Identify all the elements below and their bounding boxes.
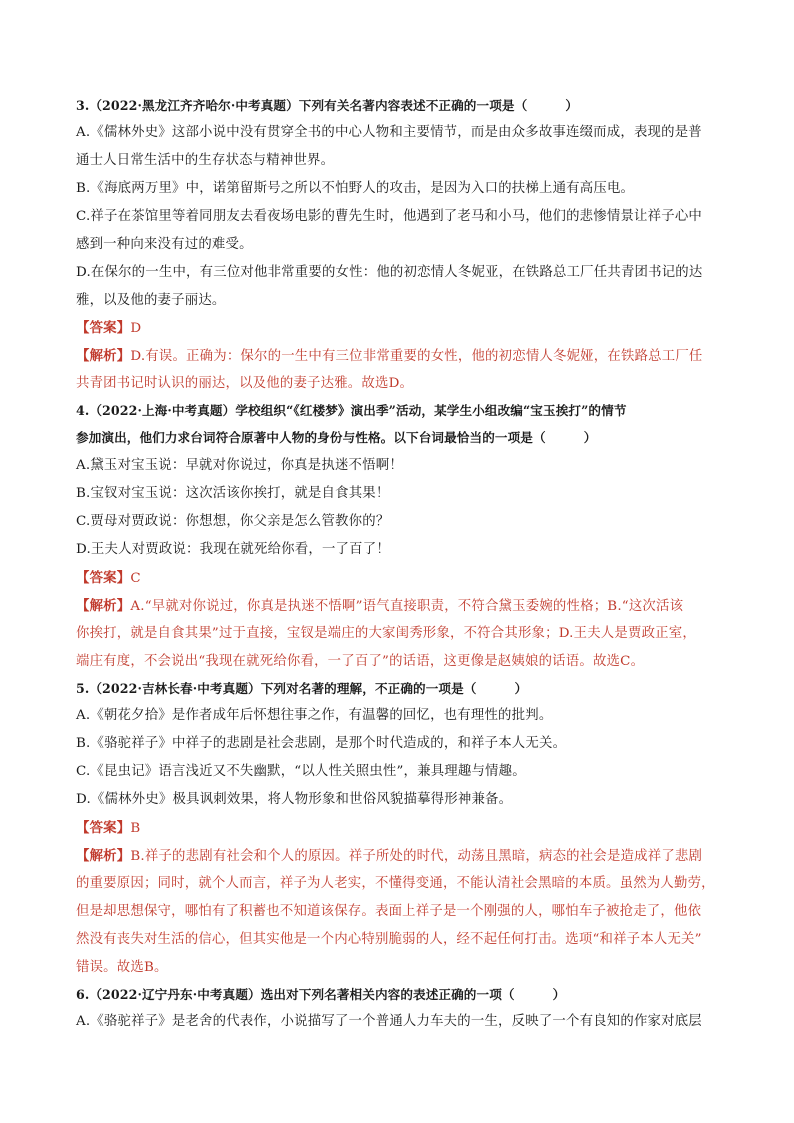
q3-option-c-line-2: 感到一种向来没有过的难受。 xyxy=(76,237,253,252)
question-3-stem: 3.（2022·黑龙江齐齐哈尔·中考真题）下列有关名著内容表述不正确的一项是（ ） xyxy=(76,98,579,113)
answer-value: C xyxy=(130,571,141,586)
q5-analysis-line-3: 但是却思想保守，哪怕有了积蓄也不知道该保存。表面上祥子是一个刚强的人，哪怕车子被抢走了，他依 xyxy=(76,904,702,919)
q3-analysis-line-2: 共青团书记时认识的丽达，以及他的妻子达雅。故选D。 xyxy=(76,376,414,391)
q3-option-a-line-2: 通士人日常生活中的生存状态与精神世界。 xyxy=(76,153,335,168)
q5-option-b: B.《骆驼祥子》中祥子的悲剧是社会悲剧，是那个时代造成的，和祥子本人无关。 xyxy=(76,736,567,751)
q5-answer xyxy=(76,818,140,839)
q5-analysis-line-1 xyxy=(76,846,702,867)
q3-answer xyxy=(76,318,141,339)
q3-option-d-line-2: 雅，以及他的妻子丽达。 xyxy=(76,293,226,308)
q6-option-a-line-1: A.《骆驼祥子》是老舍的代表作，小说描写了一个普通人力车夫的一生，反映了一个有良知的作家对底层 xyxy=(76,1014,702,1029)
q5-option-d: D.《儒林外史》极具讽刺效果，将人物形象和世俗风貌描摹得形神兼备。 xyxy=(76,792,513,807)
q4-answer xyxy=(76,568,141,589)
q3-analysis-line-1 xyxy=(76,346,703,367)
q5-analysis-line-5: 错误。故选B。 xyxy=(76,960,168,975)
answer-label: 【答案】 xyxy=(76,820,131,836)
q3-option-d-line-1: D.在保尔的一生中，有三位对他非常重要的女性：他的初恋情人冬妮亚，在铁路总工厂任共青团书记的达 xyxy=(76,265,703,280)
answer-label: 【答案】 xyxy=(76,570,131,586)
analysis-text: D.有误。正确为：保尔的一生中有三位非常重要的女性，他的初恋情人冬妮娅，在铁路总工厂任 xyxy=(130,349,703,364)
question-4-stem-line-2: 参加演出，他们力求台词符合原著中人物的身份与性格。以下台词最恰当的一项是（ ） xyxy=(76,430,597,445)
q4-analysis-line-1 xyxy=(76,596,683,617)
analysis-label: 【解析】 xyxy=(76,348,131,364)
q5-analysis-line-4: 然没有丧失对生活的信心，但其实他是一个内心特别脆弱的人，经不起任何打击。选项“和祥子本人无关” xyxy=(76,932,702,947)
q5-analysis-line-2: 的重要原因；同时，就个人而言，祥子为人老实，不懂得变通，不能认清社会黑暗的本质。虽然为人勤劳， xyxy=(76,876,715,891)
q3-option-b: B.《海底两万里》中，诺第留斯号之所以不怕野人的攻击，是因为入口的扶梯上通有高压电。 xyxy=(76,181,635,196)
question-4-stem-line-1: 4.（2022·上海·中考真题）学校组织“《红楼梦》演出季”活动，某学生小组改编“宝玉挨打”的情节 xyxy=(76,403,627,418)
answer-value: D xyxy=(130,321,142,336)
answer-value: B xyxy=(130,821,141,836)
q4-analysis-line-2: 你挨打，就是自食其果”过于直接，宝钗是端庄的大家闺秀形象，不符合其形象；D.王夫人是贾政正室， xyxy=(76,626,696,641)
analysis-label: 【解析】 xyxy=(76,598,131,614)
analysis-text: B.祥子的悲剧有社会和个人的原因。祥子所处的时代，动荡且黑暗，病态的社会是造成祥了悲剧 xyxy=(130,849,703,864)
q4-option-d: D.王夫人对贾政说：我现在就死给你看，一了百了！ xyxy=(76,542,390,557)
q5-option-a: A.《朝花夕拾》是作者成年后怀想往事之作，有温馨的回忆，也有理性的批判。 xyxy=(76,708,553,723)
q4-option-a: A.黛玉对宝玉说：早就对你说过，你真是执迷不悟啊！ xyxy=(76,458,403,473)
analysis-text: A.“早就对你说过，你真是执迷不悟啊”语气直接职责，不符合黛玉委婉的性格；B.“这次活该 xyxy=(130,599,684,614)
analysis-label: 【解析】 xyxy=(76,848,131,864)
q3-option-c-line-1: C.祥子在茶馆里等着同朋友去看夜场电影的曹先生时，他遇到了老马和小马，他们的悲惨情景让祥子心中 xyxy=(76,209,702,224)
q4-analysis-line-3: 端庄有度，不会说出“我现在就死给你看，一了百了”的话语，这更像是赵姨娘的话语。故选C。 xyxy=(76,654,645,669)
question-6-stem: 6.（2022·辽宁丹东·中考真题）选出对下列名著相关内容的表述正确的一项（ ） xyxy=(76,987,566,1002)
q3-option-a-line-1: A.《儒林外史》这部小说中没有贯穿全书的中心人物和主要情节，而是由众多故事连缀而成，表现的是普 xyxy=(76,125,702,140)
q4-option-b: B.宝钗对宝玉说：这次活该你挨打，就是自食其果！ xyxy=(76,486,390,501)
answer-label: 【答案】 xyxy=(76,320,131,336)
question-5-stem: 5.（2022·吉林长春·中考真题）下列对名著的理解，不正确的一项是（ ） xyxy=(76,681,528,696)
q4-option-c: C.贾母对贾政说：你想想，你父亲是怎么管教你的？ xyxy=(76,514,390,529)
q5-option-c: C.《昆虫记》语言浅近又不失幽默，“以人性关照虫性”，兼具理趣与情趣。 xyxy=(76,764,526,779)
